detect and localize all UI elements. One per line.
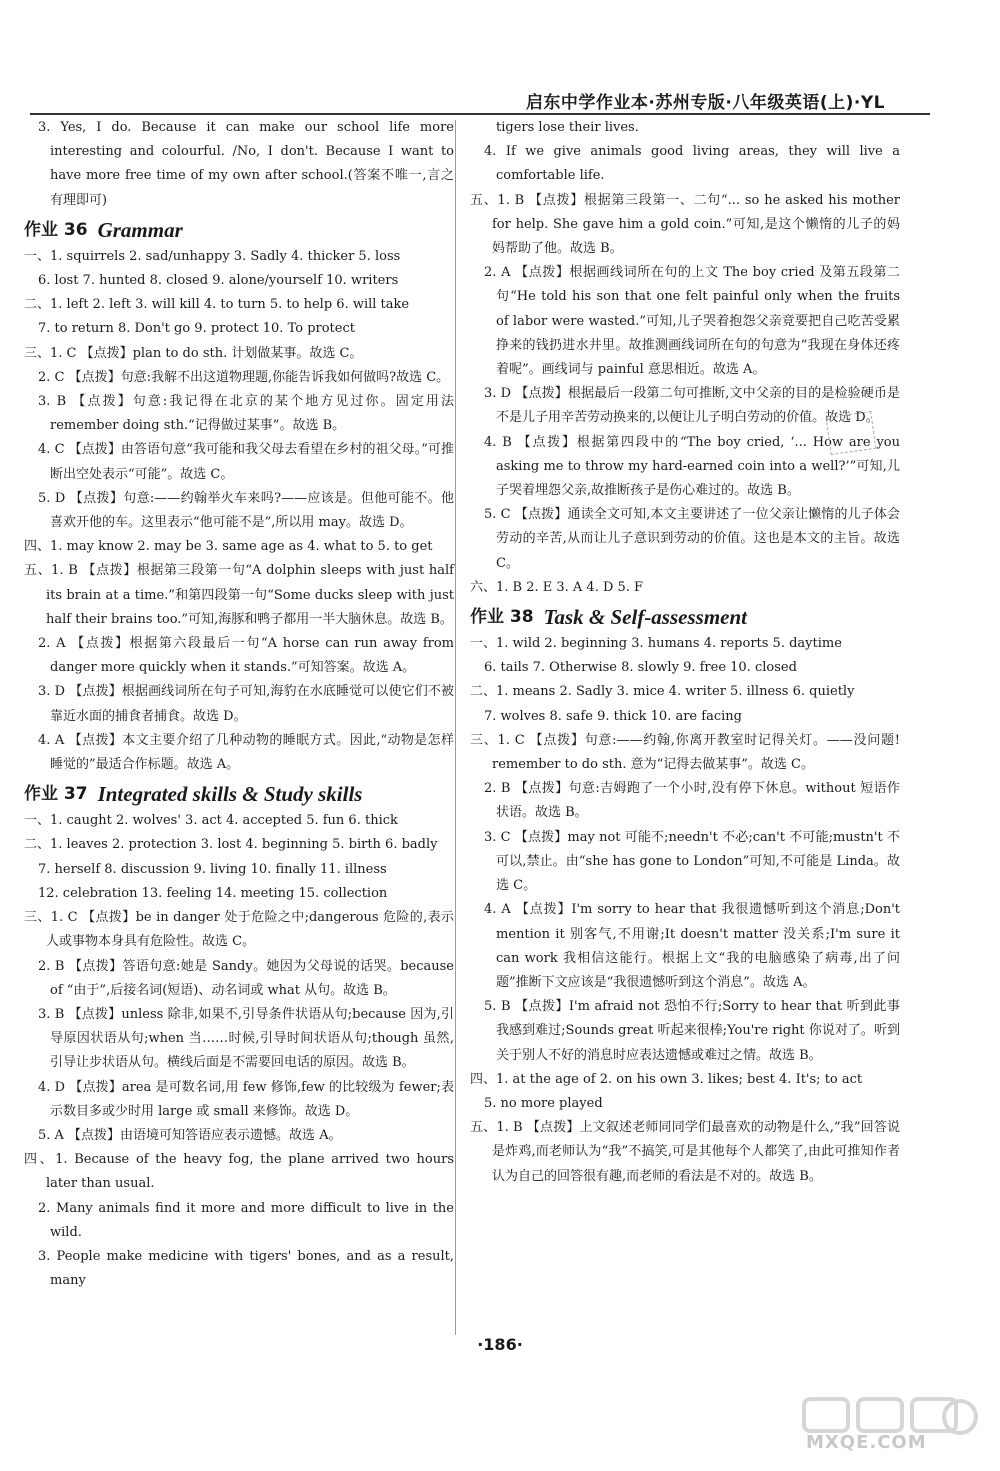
answer-line: 2. B 【点拨】答语句意:她是 Sandy。她因为父母说的话哭。because of “由于”,后接名词(短语)、动名词或 what 从句。故选 B。 <box>38 958 454 998</box>
answer-line: 3. C 【点拨】may not 可能不;needn't 不必;can't 不可能;mustn't 不可以,禁止。由“she has gone to London”可知,不可能是 Linda。故选 C。 <box>484 829 900 894</box>
page-number: ·186· <box>477 1335 523 1354</box>
section-answer-line: 五、1. B 【点拨】根据第三段第一句“A dolphin sleeps with just half its brain at a time.”和第四段第一句“Some ducks sleep with just half their brains too.”可知,海豚和鸭子都用一半大脑休息。故选 B。 <box>24 563 454 627</box>
section-answer-line: 一、1. wild 2. beginning 3. humans 4. reports 5. daytime <box>470 636 842 652</box>
answer-line: 4. B 【点拨】根据第四段中的“The boy cried, ‘... How are you asking me to throw my hard-earned coin into a well?’”可知,儿子哭着埋怨父亲,故推断孩子是伤心难过的。故选 B。 <box>484 434 900 499</box>
section-answer-line: 三、1. C 【点拨】plan to do sth. 计划做某事。故选 C。 <box>24 345 363 361</box>
page-header <box>0 84 1000 116</box>
column-divider <box>455 120 456 1335</box>
watermark-domain: MXQE.COM <box>806 1432 927 1453</box>
section-answer-line: 一、1. caught 2. wolves' 3. act 4. accepted 5. fun 6. thick <box>24 813 398 829</box>
section-answer-line: 二、1. left 2. left 3. will kill 4. to turn 5. to help 6. will take <box>24 297 410 313</box>
answer-line: 3. Yes, I do. Because it can make our school life more interesting and colourful. /No, I don't. Because I want to have more free time of my own after school.(答案不唯一,言之有理即可) <box>38 120 454 208</box>
answer-line: 2. C 【点拨】句意:我解不出这道物理题,你能告诉我如何做吗?故选 C。 <box>38 369 450 385</box>
section-answer-line: 四、1. at the age of 2. on his own 3. likes; best 4. It's; to act <box>470 1071 863 1087</box>
section-answer-line: 二、1. means 2. Sadly 3. mice 4. writer 5. illness 6. quietly <box>470 684 855 700</box>
answer-line: 3. People make medicine with tigers' bones, and as a result, many <box>38 1248 454 1289</box>
answer-line: 2. B 【点拨】句意:吉姆跑了一个小时,没有停下休息。without 短语作状语。故选 B。 <box>484 781 900 821</box>
answer-line: 2. A 【点拨】根据画线词所在句的上文 The boy cried 及第五段第二句“He told his son that one felt painful only when the fruits of labor were wasted.”可知,儿子哭着抱怨父亲竟要把自己吃苦受累挣来的钱扔进水井里。故推测画线词所在句的句意为“我现在身体还疼着呢”。画线词与 painful 意思相近。故选 A。 <box>484 265 900 378</box>
answer-line: 7. to return 8. Don't go 9. protect 10. To protect <box>38 321 355 337</box>
assignment-title: Integrated skills & Study skills <box>97 782 363 807</box>
assignment-heading <box>470 602 900 632</box>
section-answer-line: 五、1. B 【点拨】根据第三段第一、二句“... so he asked his mother for help. She gave him a gold coin.”可知,是这个懒惰的儿子的妈妈帮助了他。故选 B。 <box>470 192 900 257</box>
answer-line: 12. celebration 13. feeling 14. meeting 15. collection <box>38 885 388 901</box>
answer-line: 3. B 【点拨】句意:我记得在北京的某个地方见过你。固定用法 remember doing sth.“记得做过某事”。故选 B。 <box>38 394 454 434</box>
assignment-title: Grammar <box>97 217 183 242</box>
assignment-heading <box>24 779 454 809</box>
answer-line: tigers lose their lives. <box>496 120 639 135</box>
section-answer-line: 四、1. may know 2. may be 3. same age as 4. what to 5. to get <box>24 539 433 555</box>
watermark-logo-icon <box>800 1395 980 1465</box>
section-answer-line: 一、1. squirrels 2. sad/unhappy 3. Sadly 4. thicker 5. loss <box>24 248 401 264</box>
answer-line: 7. wolves 8. safe 9. thick 10. are facing <box>484 708 742 724</box>
assignment-number: 作业 37 <box>24 784 88 805</box>
answer-line: 2. A 【点拨】根据第六段最后一句“A horse can run away from danger more quickly when it stands.”可知答案。故选 A。 <box>38 636 454 676</box>
answer-line: 4. C 【点拨】由答语句意“我可能和我父母去看望在乡村的祖父母。”可推断出空处表示“可能”。故选 C。 <box>38 442 454 482</box>
stamp-mark <box>826 411 877 455</box>
answer-line: 4. D 【点拨】area 是可数名词,用 few 修饰,few 的比较级为 fewer;表示数目多或少时用 large 或 small 来修饰。故选 D。 <box>38 1079 454 1119</box>
answer-line: 5. D 【点拨】句意:——约翰举火车来吗?——应该是。但他可能不。他喜欢开他的车。这里表示“他可能不是”,所以用 may。故选 D。 <box>38 490 454 531</box>
section-answer-line: 四、1. Because of the heavy fog, the plane arrived two hours later than usual. <box>24 1152 454 1192</box>
book-title: 启东中学作业本·苏州专版·八年级英语(上)·YL <box>525 93 885 113</box>
section-answer-line: 二、1. leaves 2. protection 3. lost 4. beginning 5. birth 6. badly <box>24 837 438 853</box>
right-column <box>470 116 900 1189</box>
answer-line: 4. A 【点拨】本文主要介绍了几种动物的睡眠方式。因此,“动物是怎样睡觉的”最适合作标题。故选 A。 <box>38 732 454 773</box>
assignment-heading <box>24 215 454 245</box>
assignment-number: 作业 36 <box>24 219 88 240</box>
answer-line: 7. herself 8. discussion 9. living 10. finally 11. illness <box>38 861 387 877</box>
answer-line: 2. Many animals find it more and more difficult to live in the wild. <box>38 1200 454 1240</box>
answer-line: 5. C 【点拨】通读全文可知,本文主要讲述了一位父亲让懒惰的儿子体会劳动的辛苦,从而让儿子意识到劳动的价值。这也是本文的主旨。故选 C。 <box>484 507 900 571</box>
answer-line: 6. tails 7. Otherwise 8. slowly 9. free 10. closed <box>484 660 797 676</box>
section-answer-line: 六、1. B 2. E 3. A 4. D 5. F <box>470 579 644 595</box>
answer-line: 5. A 【点拨】由语境可知答语应表示遗憾。故选 A。 <box>38 1127 342 1143</box>
assignment-number: 作业 38 <box>470 606 534 627</box>
section-answer-line: 三、1. C 【点拨】句意:——约翰,你离开教室时记得关灯。——没问题! remember to do sth. 意为“记得去做某事”。故选 C。 <box>470 732 900 773</box>
header-rule <box>30 113 930 115</box>
answer-line: 3. D 【点拨】根据最后一段第二句可推断,文中父亲的目的是检验硬币是不是儿子用辛苦劳动换来的,以便让儿子明白劳动的价值。故选 D。 <box>484 386 900 426</box>
answer-line: 5. B 【点拨】I'm afraid not 恐怕不行;Sorry to hear that 听到此事我感到难过;Sounds great 听起来很棒;You're right 你说对了。听到关于别人不好的消息时应表达遗憾或难过之情。故选 B。 <box>484 999 900 1063</box>
answer-line: 6. lost 7. hunted 8. closed 9. alone/yourself 10. writers <box>38 273 399 289</box>
left-column <box>24 116 454 1293</box>
answer-line: 3. B 【点拨】unless 除非,如果不,引导条件状语从句;because 因为,引导原因状语从句;when 当……时候,引导时间状语从句;though 虽然,引导让步状语从句。横线后面是不需要回电话的原因。故选 B。 <box>38 1006 454 1071</box>
section-answer-line: 五、1. B 【点拨】上文叙述老师同同学们最喜欢的动物是什么,“我”回答说是炸鸡,而老师认为“我”不搞笑,可是其他每个人都笑了,由此可推知作者认为自己的回答很有趣,而老师的看法是不对的。故选 B。 <box>470 1120 900 1184</box>
answer-line: 5. no more played <box>484 1095 603 1111</box>
answer-line: 4. If we give animals good living areas, they will live a comfortable life. <box>484 144 900 184</box>
assignment-title: Task & Self-assessment <box>543 604 747 629</box>
section-answer-line: 三、1. C 【点拨】be in danger 处于危险之中;dangerous 危险的,表示人或事物本身具有危险性。故选 C。 <box>24 910 454 950</box>
answer-line: 4. A 【点拨】I'm sorry to hear that 我很遗憾听到这个消息;Don't mention it 别客气,不用谢;It doesn't matter 没关系;I'm sure it can work 我相信这能行。根据上文“我的电脑感染了病毒,出了问题”推断下文应该是“我很遗憾听到这个消息”。故选 A。 <box>484 902 900 990</box>
answer-line: 3. D 【点拨】根据画线词所在句子可知,海豹在水底睡觉可以使它们不被靠近水面的捕食者捕食。故选 D。 <box>38 684 454 724</box>
